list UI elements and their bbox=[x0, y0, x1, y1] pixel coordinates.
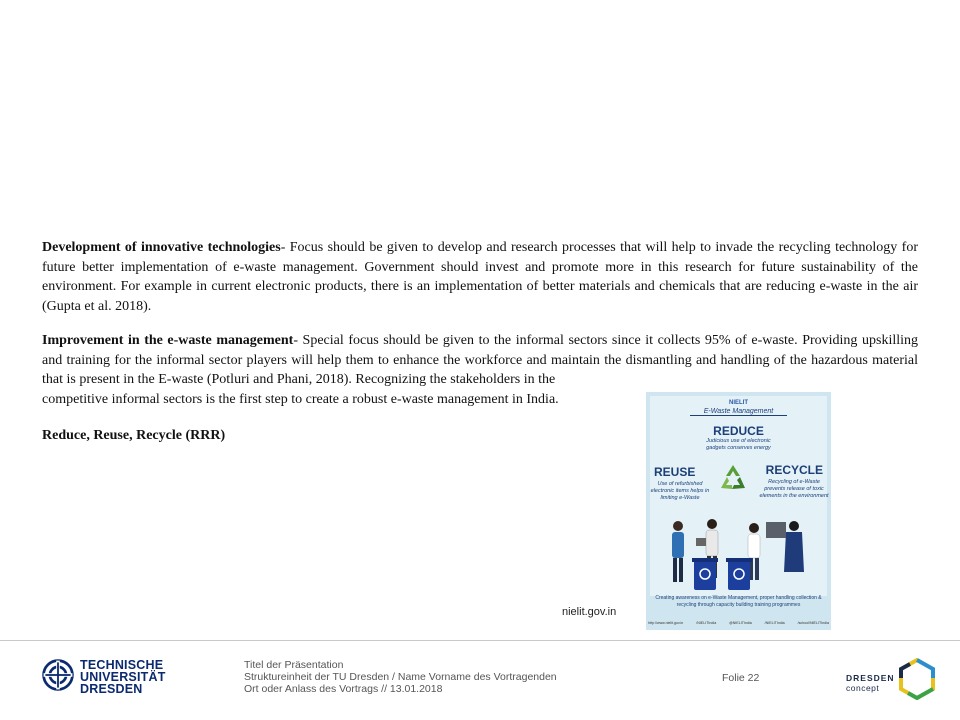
footer-divider bbox=[0, 640, 960, 641]
poster-reduce-text: Judicious use of electronic gadgets conserves energy bbox=[706, 438, 771, 451]
poster-bottom-text: Creating awareness on e-Waste Management, proper handling collection & recycling through capacity building training programmes bbox=[655, 595, 822, 608]
poster-link: @NIELITIndia bbox=[729, 621, 752, 625]
footer-presentation-info bbox=[244, 659, 557, 695]
dresden-concept-logo-icon bbox=[896, 658, 938, 700]
poster-link: http://www.nielit.gov.in bbox=[648, 621, 684, 625]
poster-recycle-label: RECYCLE bbox=[765, 463, 823, 477]
poster-reuse-label: REUSE bbox=[654, 465, 696, 479]
poster-reuse-text: Use of refurbished electronic items helps in limiting e-Waste bbox=[650, 481, 710, 501]
paragraph-body: - Special focus should be given to the informal sectors since it collects 95% of e-waste. Providing upskilling and training for the informal sector players will help them to enhance the workforce and maintain the dismantling and handling of the hazardous material that is present in the E-waste (Potluri and Phani, 2018). Recognizing the stakeholders in the bbox=[42, 333, 919, 387]
poster-link: /NIELITIndia bbox=[696, 621, 717, 625]
tud-logo-icon bbox=[40, 657, 76, 693]
poster-org-logo: NIELIT bbox=[729, 400, 748, 406]
recycle-icon bbox=[716, 462, 750, 496]
poster-links bbox=[648, 621, 829, 628]
dresden-concept-text: DRESDEN concept bbox=[846, 673, 895, 693]
image-caption: nielit.gov.in bbox=[562, 606, 617, 618]
presentation-occasion: Ort oder Anlass des Vortrags // 13.01.2018 bbox=[244, 683, 443, 695]
poster-link: /school/NIELITIndia bbox=[797, 621, 829, 625]
poster-title: E-Waste Management bbox=[690, 408, 787, 416]
paragraph-heading: Improvement in the e-waste management bbox=[42, 333, 294, 348]
poster-reduce-label: REDUCE bbox=[713, 424, 764, 438]
presentation-presenter: Struktureinheit der TU Dresden / Name Vorname des Vortragenden bbox=[244, 671, 557, 683]
ewaste-poster-image bbox=[646, 392, 831, 630]
slide-number: Folie 22 bbox=[722, 672, 760, 684]
presentation-title: Titel der Präsentation bbox=[244, 659, 344, 671]
paragraph-innovative-technologies bbox=[42, 238, 918, 316]
paragraph-heading: Development of innovative technologies bbox=[42, 240, 281, 255]
people-with-bins-illustration bbox=[662, 516, 812, 592]
rrr-heading: Reduce, Reuse, Recycle (RRR) bbox=[42, 428, 226, 443]
poster-link: /NIELITIndia bbox=[764, 621, 785, 625]
tud-logo-text: TECHNISCHE UNIVERSITÄT DRESDEN bbox=[80, 658, 166, 696]
poster-recycle-text: Recycling of e-Waste prevents release of toxic elements in the environment bbox=[759, 479, 829, 499]
paragraph-body: - Focus should be given to develop and research processes that will help to invade the recycling technology for future better implementation of e-waste management. Government should invest and promote more in this research for future sustainability of the environment. For example in current electronic products, there is an implementation of better materials and chemicals that are reducing e-waste in the air (Gupta et al. 2018). bbox=[42, 240, 918, 314]
paragraph-last-line: competitive informal sectors is the first step to create a robust e-waste management in India. bbox=[42, 391, 559, 407]
